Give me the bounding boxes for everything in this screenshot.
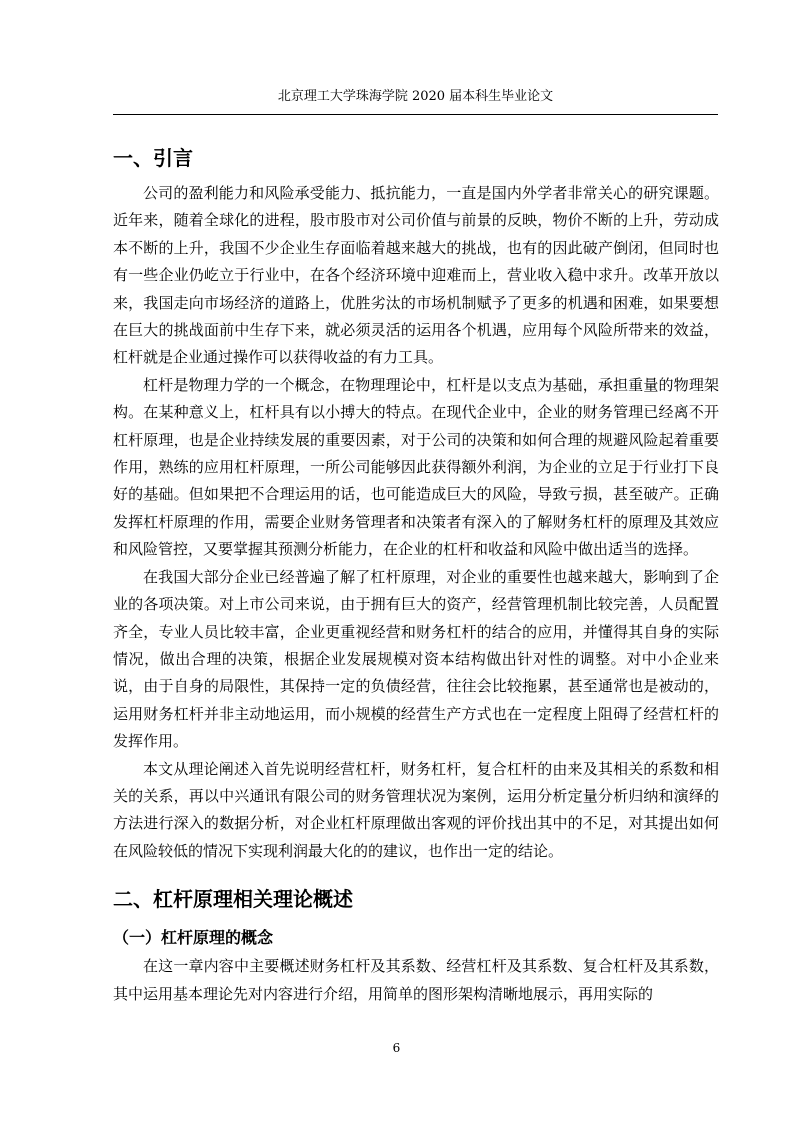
- paragraph: 在这一章内容中主要概述财务杠杆及其系数、经营杠杆及其系数、复合杠杆及其系数，其中运用基本理论先对内容进行介绍，用简单的图形架构清晰地展示，再用实际的: [113, 957, 719, 1003]
- paragraph: 在我国大部分企业已经普遍了解了杠杆原理，对企业的重要性也越来越大，影响到了企业的各项决策。对上市公司来说，由于拥有巨大的资产，经营管理机制比较完善，人员配置齐全，专业人员比较丰富，企业更重视经营和财务杠杆的结合的应用，并懂得其自身的实际情况，做出合理的决策，根据企业发展规模对资本结构做出针对性的调整。对中小企业来说，由于自身的局限性，其保持一定的负债经营，往往会比较拖累，甚至通常也是被动的，运用财务杠杆并非主动地运用，而小规模的经营生产方式也在一定程度上阻碍了经营杠杆的发挥作用。: [113, 567, 719, 751]
- page-body: [113, 138, 719, 1008]
- subsection-heading-leverage-concept: （一）杠杆原理的概念: [113, 928, 274, 948]
- section-heading-introduction: 一、引言: [113, 146, 193, 170]
- header-divider: [113, 114, 718, 115]
- running-header: 北京理工大学珠海学院 2020 届本科生毕业论文: [277, 89, 554, 104]
- paragraph: 本文从理论阐述入首先说明经营杠杆，财务杠杆，复合杠杆的由来及其相关的系数和相关的关系，再以中兴通讯有限公司的财务管理状况为案例，运用分析定量分析归纳和演绎的方法进行深入的数据分析，对企业杠杆原理做出客观的评价找出其中的不足，对其提出如何在风险较低的情况下实现利润最大化的的建议，也作出一定的结论。: [113, 759, 719, 860]
- paragraph: 杠杆是物理力学的一个概念，在物理理论中，杠杆是以支点为基础，承担重量的物理架构。在某种意义上，杠杆具有以小搏大的特点。在现代企业中，企业的财务管理已经离不开杠杆原理，也是企业持续发展的重要因素，对于公司的决策和如何合理的规避风险起着重要作用，熟练的应用杠杆原理，一所公司能够因此获得额外利润，为企业的立足于行业打下良好的基础。但如果把不合理运用的话，也可能造成巨大的风险，导致亏损，甚至破产。正确发挥杠杆原理的作用，需要企业财务管理者和决策者有深入的了解财务杠杆的原理及其效应和风险管控，又要掌握其预测分析能力，在企业的杠杆和收益和风险中做出适当的选择。: [113, 375, 719, 559]
- page-number: 6: [392, 1041, 401, 1055]
- section-heading-theory-overview: 二、杠杆原理相关理论概述: [113, 887, 353, 912]
- paragraph: 公司的盈利能力和风险承受能力、抵抗能力，一直是国内外学者非常关心的研究课题。近年来，随着全球化的进程，股市股市对公司价值与前景的反映，物价不断的上升，劳动成本不断的上升，我国不少企业生存面临着越来越大的挑战，也有的因此破产倒闭，但同时也有一些企业仍屹立于行业中，在各个经济环境中迎难而上，营业收入稳中求升。改革开放以来，我国走向市场经济的道路上，优胜劣汰的市场机制赋予了更多的机遇和困难，如果要想在巨大的挑战面前中生存下来，就必须灵活的运用各个机遇，应用每个风险所带来的效益，杠杆就是企业通过操作可以获得收益的有力工具。: [113, 184, 719, 367]
